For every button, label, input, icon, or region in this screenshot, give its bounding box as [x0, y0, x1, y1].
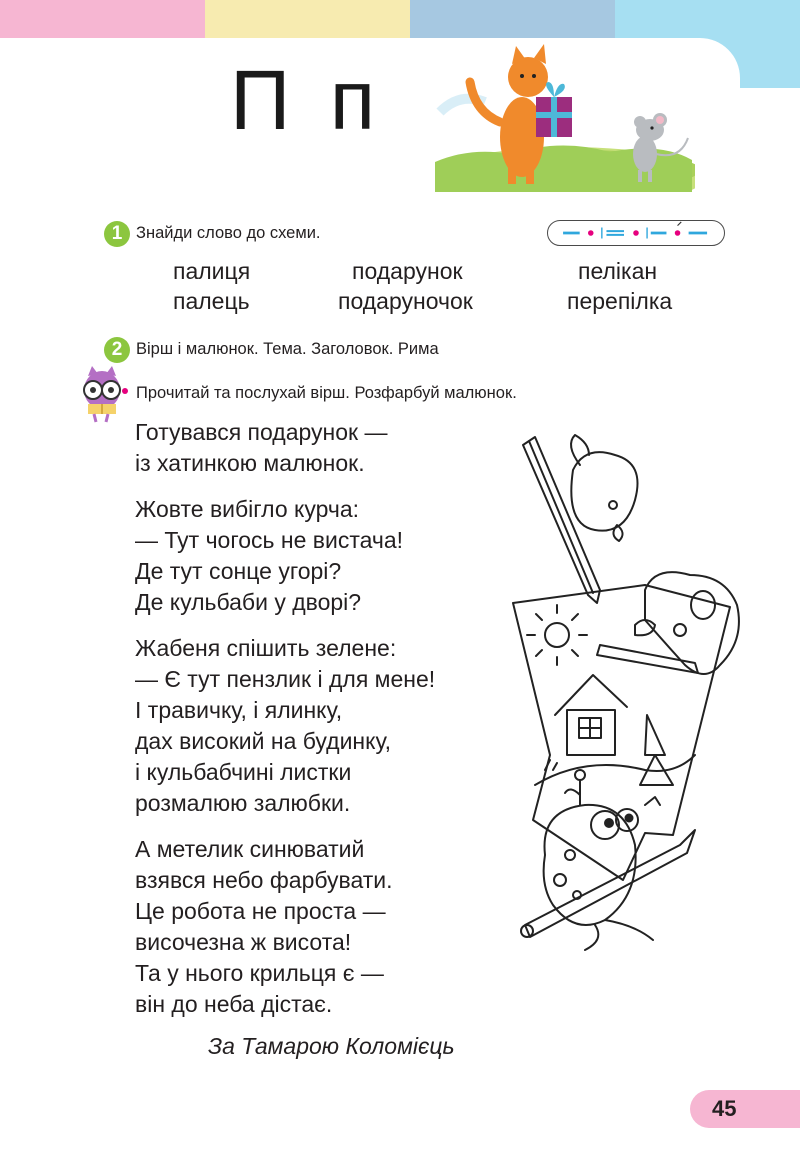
task-2-number: 2 [104, 337, 130, 363]
page-number-tab [690, 1090, 800, 1128]
task-1-number: 1 [104, 221, 130, 247]
poem-line: із хатинкою малюнок. [135, 450, 365, 476]
poem-line: — Тут чогось не вистача! [135, 527, 404, 553]
word-scheme [547, 220, 725, 246]
top-stripe-blue [410, 0, 615, 38]
poem-line: дах високий на будинку, [135, 728, 392, 754]
top-stripe-yellow [205, 0, 410, 38]
poem-line: Жабеня спішить зелене: [135, 635, 397, 661]
colouring-picture [505, 425, 750, 960]
poem-line: А метелик синюватий [135, 836, 365, 862]
word-option: палиця [173, 258, 251, 284]
letter-heading: П п [230, 53, 384, 147]
poem-line: Готувався подарунок — [135, 419, 388, 445]
poem-line: Це робота не проста — [135, 898, 386, 924]
task-1-instruction: Знайди слово до схеми. [136, 224, 321, 242]
task-2-title: Вірш і малюнок. Тема. Заголовок. Рима [136, 340, 439, 358]
poem-line: — Є тут пензлик і для мене! [135, 666, 436, 692]
poem-author: За Тамарою Коломієць [208, 1033, 455, 1059]
poem-line: Де тут сонце угорі? [135, 558, 342, 584]
cat-mouse-illustration [430, 42, 695, 192]
word-option: перепілка [567, 288, 673, 314]
poem-line: і кульбабчині листки [135, 759, 352, 785]
poem-line: І травичку, і ялинку, [135, 697, 343, 723]
poem-line: він до неба дістає. [135, 991, 333, 1017]
poem-line: Де кульбаби у дворі? [135, 589, 362, 615]
word-option: палець [173, 288, 250, 314]
word-option: подаруночок [338, 288, 473, 314]
poem-line: Та у нього крильця є — [135, 960, 384, 986]
word-option: подарунок [352, 258, 463, 284]
poem [135, 417, 435, 1020]
top-stripe-pink [0, 0, 205, 38]
poem-line: взявся небо фарбувати. [135, 867, 393, 893]
word-option: пелікан [578, 258, 658, 284]
poem-line: височезна ж висота! [135, 929, 352, 955]
page-number: 45 [712, 1096, 737, 1121]
poem-line: розмалюю залюбки. [135, 790, 351, 816]
owl-reading-icon [80, 364, 130, 424]
poem-line: Жовте вибігло курча: [135, 496, 360, 522]
task-2-instruction: Прочитай та послухай вірш. Розфарбуй малюнок. [136, 384, 517, 402]
